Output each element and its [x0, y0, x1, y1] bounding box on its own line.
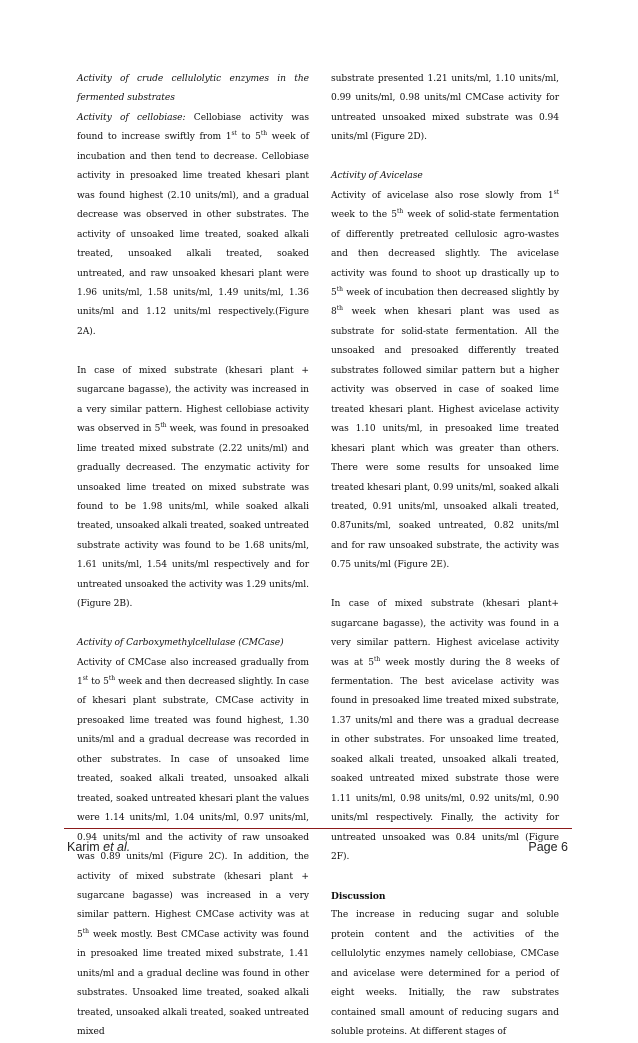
label-cellobiase: Activity of cellobiase:	[77, 112, 186, 123]
paragraph-avicelase: Activity of avicelase also rose slowly from 1st week to the 5th week of solid-state fermentation of differently pretreated cellulosic agro-wastes and then decreased slightly. The avicelase activity was found to shoot up drastically up to 5th week of incubation then decreased slightly by 8th week when khesari plant was used as substrate for solid-state fermentation. All the unsoaked and presoaked differently treated substrates followed similar pattern but a higher activity was observed in case of soaked lime treated khesari plant. Highest avicelase activity was 1.10 units/ml, in presoaked lime treated khesari plant which was greater than others. There were some results for unsoaked lime treated khesari plant, 0.99 units/ml, soaked alkali treated, 0.91 units/ml, unsoaked alkali treated, 0.87units/ml, soaked untreated, 0.82 units/ml and for raw unsoaked substrate, the activity was 0.75 units/ml (Figure 2E).	[331, 188, 559, 571]
heading-avicelase: Activity of Avicelase	[331, 171, 423, 182]
left-column	[77, 70, 309, 1043]
footer-author: Karim et al.	[67, 840, 131, 854]
heading-cmcase: Activity of Carboxymethylcellulase (CMCase)	[77, 638, 284, 649]
heading-discussion: Discussion	[331, 890, 386, 902]
paragraph-mixed-avicelase: In case of mixed substrate (khesari plant+ sugarcane bagasse), the activity was found in a very similar pattern. Highest avicelase activity was at 5th week mostly during the 8 weeks of fermentation. The best avicelase activity was found in presoaked lime treated mixed substrate, 1.37 units/ml and there was a gradual decrease in other substrates. For unsoaked lime treated, soaked alkali treated, unsoaked alkali treated, soaked untreated mixed substrate those were 1.11 units/ml, 0.98 units/ml, 0.92 units/ml, 0.90 units/ml respectively. Finally, the activity for untreated unsoaked was 0.84 units/ml (Figure 2F).	[331, 599, 559, 863]
paragraph-cellobiase: Activity of cellobiase: Cellobiase activity was found to increase swiftly from 1st to 5th week of incubation and then tend to decrease. Cellobiase activity in presoaked lime treated khesari plant was found highest (2.10 units/ml), and a gradual decrease was observed in other substrates. The activity of unsoaked lime treated, soaked alkali treated, unsoaked alkali treated, soaked untreated, and raw unsoaked khesari plant were 1.96 units/ml, 1.58 units/ml, 1.49 units/ml, 1.36 units/ml and 1.12 units/ml respectively.(Figure 2A).	[77, 112, 310, 337]
paragraph-cmcase: Activity of CMCase also increased gradually from 1st to 5th week and then decreased slightly. In case of khesari plant substrate, CMCase activity in presoaked lime treated was found highest, 1.30 units/ml and a gradual decrease was recorded in other substrates. In case of unsoaked lime treated, soaked alkali treated, unsoaked alkali treated, soaked untreated khesari plant the values were 1.14 units/ml, 1.04 units/ml, 0.97 units/ml, 0.94 units/ml and the activity of raw unsoaked was 0.89 units/ml (Figure 2C). In addition, the activity of mixed substrate (khesari plant + sugarcane bagasse) was increased in a very similar pattern. Highest CMCase activity was at 5th week mostly. Best CMCase activity was found in presoaked lime treated mixed substrate, 1.41 units/ml and a gradual decline was found in other substrates. Unsoaked lime treated, soaked alkali treated, unsoaked alkali treated, soaked untreated mixed	[77, 657, 310, 1038]
footer-divider	[64, 828, 572, 829]
paragraph-cmcase-continued: substrate presented 1.21 units/ml, 1.10 units/ml, 0.99 units/ml, 0.98 units/ml CMCase activity for untreated unsoaked mixed substrate was 0.94 units/ml (Figure 2D).	[331, 74, 559, 143]
paragraph-discussion: The increase in reducing sugar and soluble protein content and the activities of the cellulolytic enzymes namely cellobiase, CMCase and avicelase were determined for a period of eight weeks. Initially, the raw substrates contained small amount of reducing sugars and soluble proteins. At different stages of	[331, 910, 559, 1038]
page-number: Page 6	[528, 840, 568, 854]
right-column	[331, 70, 559, 1043]
heading-crude-enzymes: Activity of crude cellulolytic enzymes in the fermented substrates	[77, 74, 309, 104]
paragraph-mixed-cellobiase: In case of mixed substrate (khesari plant + sugarcane bagasse), the activity was increased in a very similar pattern. Highest cellobiase activity was observed in 5th week, was found in presoaked lime treated mixed substrate (2.22 units/ml) and gradually decreased. The enzymatic activity for unsoaked lime treated on mixed substrate was found to be 1.98 units/ml, while soaked alkali treated, unsoaked alkali treated, soaked untreated substrate activity was found to be 1.68 units/ml, 1.61 units/ml, 1.54 units/ml respectively and for untreated unsoaked the activity was 1.29 units/ml.(Figure 2B).	[77, 365, 310, 610]
